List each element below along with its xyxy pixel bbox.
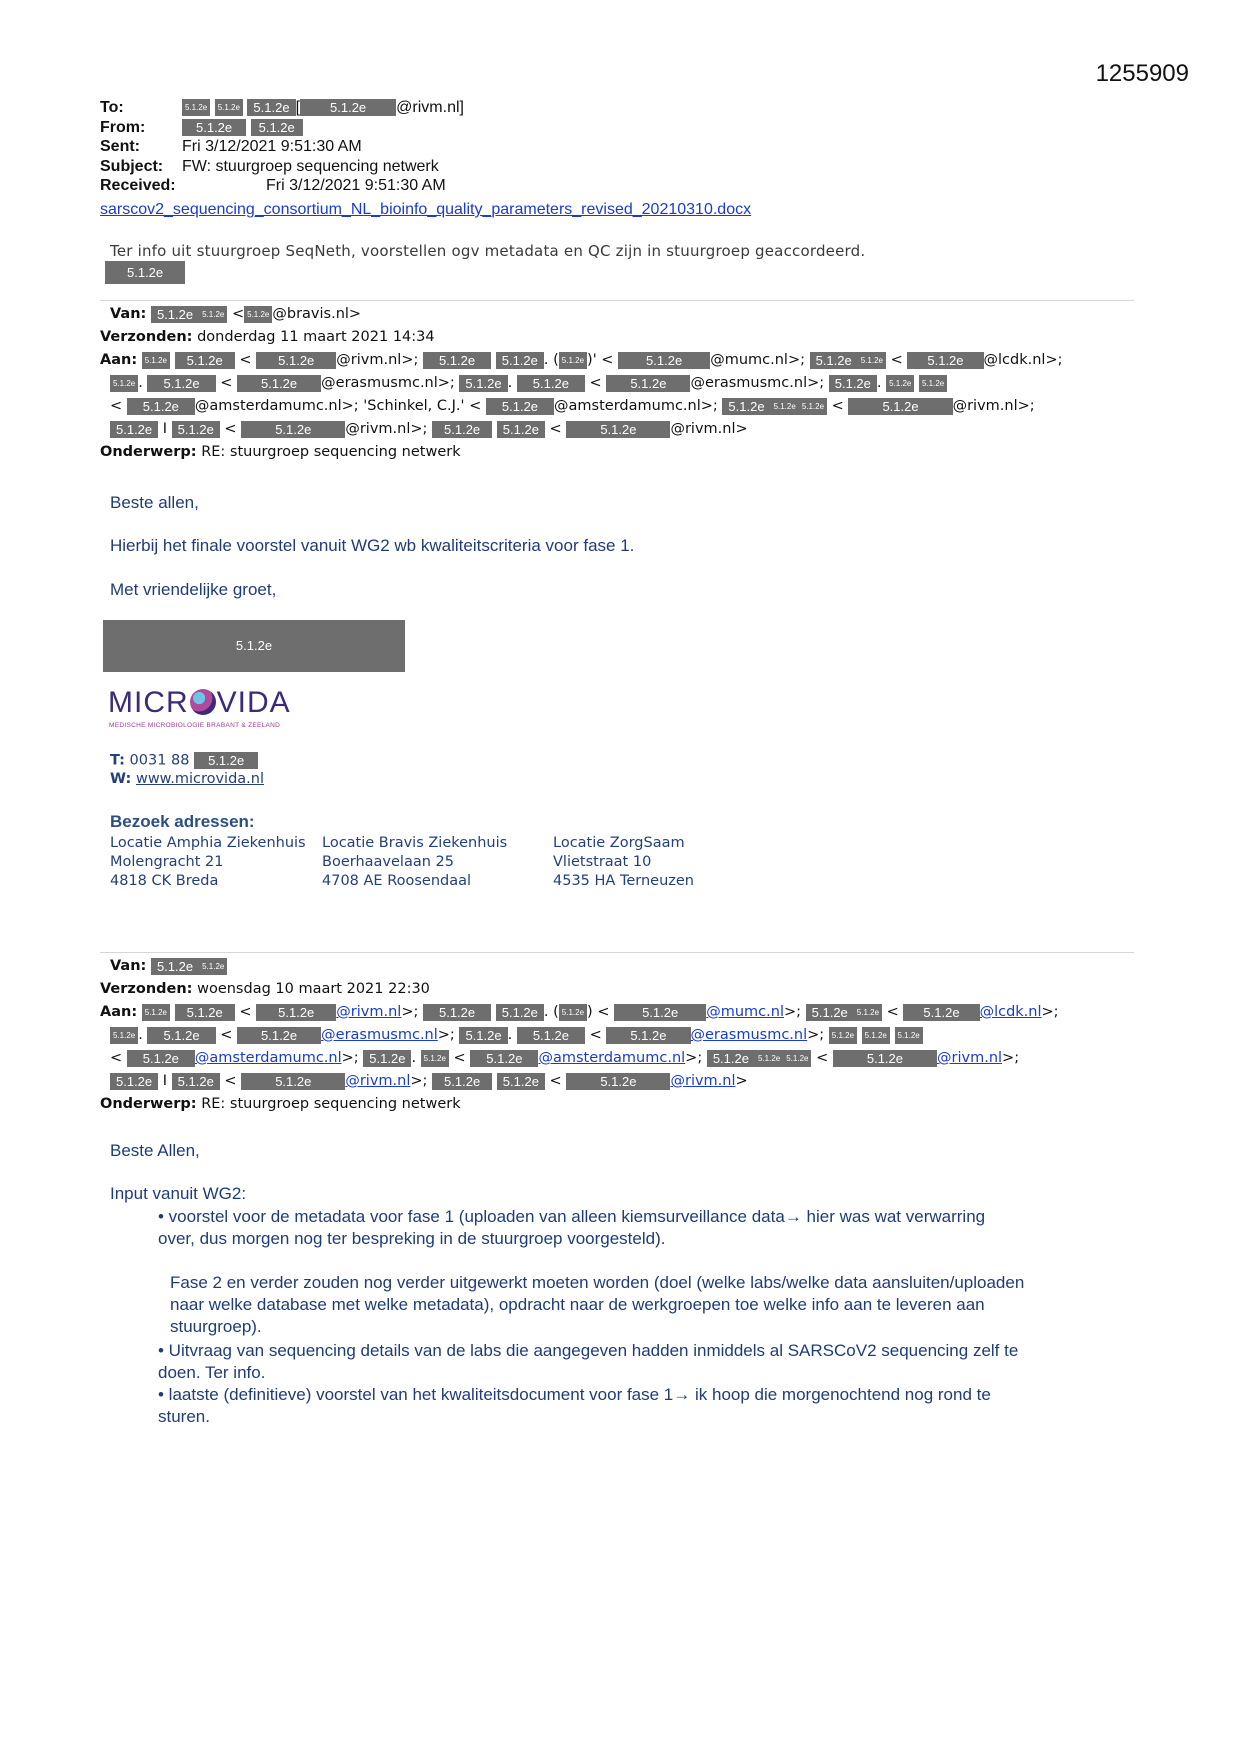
recipient-link[interactable]: @rivm.nl <box>937 1050 1003 1066</box>
redaction: 5.1.2e <box>256 352 336 369</box>
redaction: 5.1.2e <box>194 752 258 769</box>
redaction: 5.1.2e <box>103 620 405 672</box>
redaction: 5.1.2e <box>423 1004 491 1021</box>
van-label: Van: <box>110 958 147 974</box>
redaction: 5.1.2e <box>771 398 799 415</box>
redaction: 5.1.2e <box>300 99 396 116</box>
redaction: 5.1.2e <box>806 1004 854 1021</box>
redaction: 5.1.2e <box>237 375 321 392</box>
closing: Met vriendelijke groet, <box>110 580 277 599</box>
redaction: 5.1.2e <box>256 1004 336 1021</box>
redaction: 5.1.2e <box>175 352 235 369</box>
logo-dot-icon <box>190 689 216 715</box>
redaction: 5.1.2e <box>907 352 983 369</box>
recipient-domain: @rivm.nl>; <box>336 352 419 368</box>
redaction: 5.1.2e <box>722 398 770 415</box>
onderwerp-label: Onderwerp: <box>100 1096 197 1112</box>
recipient-link[interactable]: @mumc.nl <box>706 1004 784 1020</box>
redaction: 5.1.2e <box>421 1050 449 1067</box>
message2-header: Van: 5.1.2e 5.1.2e Verzonden: woensdag 10 maart 2021 22:30 Aan: 5.1.2e 5.1.2e < 5.1.2e @rivm.nl>; 5.1.2e 5.1.2e . ( 5.1.2e ) < 5.1.2e @mumc.nl>; 5.1.2e 5.1.2e < 5.1.2e @lcdk.nl>; 5.1.2e . 5.1.2e < 5.1.2e @erasmusmc.nl>; 5.1.2e . 5.1.2e < 5.1.2e @erasmusmc.nl>; 5.1.2e 5.1.2e 5.1.2e < 5.1.2e @amsterdamumc.nl>; 5.1.2e . 5.1.2e < 5.1.2e @amsterdamumc.nl>; 5.1.2e 5.1.2e 5.1.2e < 5.1.2e @rivm.nl>; 5.1.2e I 5.1.2e < 5.1.2e @rivm.nl>; 5.1.2e 5.1.2e < 5.1.2e @rivm.nl> Onderwerp: RE: stuurgroep sequencing netwerk <box>100 958 1059 1112</box>
redaction: 5.1.2e <box>829 1027 857 1044</box>
redaction: 5.1.2e <box>497 421 545 438</box>
verzonden-value: woensdag 10 maart 2021 22:30 <box>197 981 430 997</box>
redaction: 5.1.2e <box>237 1027 321 1044</box>
microvida-logo <box>108 686 291 720</box>
recipient-link[interactable]: @erasmusmc.nl <box>690 1027 808 1043</box>
verzonden-label: Verzonden: <box>100 981 193 997</box>
onderwerp-label: Onderwerp: <box>100 444 197 460</box>
recipient-domain: @rivm.nl>; <box>345 421 428 437</box>
to-label: To: <box>100 99 124 116</box>
received-label: Received: <box>100 177 176 194</box>
redaction: 5.1.2e <box>247 99 295 116</box>
recipient-domain: @amsterdamumc.nl>; <box>554 398 718 414</box>
redaction: 5.1.2e <box>175 1004 235 1021</box>
redaction: 5.1.2e <box>147 1027 215 1044</box>
redaction: 5.1.2e <box>172 421 220 438</box>
redaction: 5.1.2e <box>799 398 827 415</box>
redaction: 5.1.2e <box>199 306 227 323</box>
redaction: 5.1.2e <box>606 1027 690 1044</box>
redaction: 5.1.2e <box>241 421 345 438</box>
recipient-link[interactable]: @amsterdamumc.nl <box>538 1050 686 1066</box>
redaction: 5.1.2e <box>110 421 158 438</box>
recipient-domain: @rivm.nl> <box>670 421 748 437</box>
redaction: 5.1.2e <box>199 958 227 975</box>
recipient-link[interactable]: @rivm.nl <box>336 1004 402 1020</box>
recipient-domain: @rivm.nl>; <box>952 398 1035 414</box>
recipient-domain: @erasmusmc.nl>; <box>321 375 455 391</box>
redaction: 5.1.2e <box>172 1073 220 1090</box>
redaction: 5.1.2e <box>470 1050 538 1067</box>
redaction: 5.1.2e <box>110 1027 138 1044</box>
redaction: 5.1.2e <box>151 306 199 323</box>
redaction: 5.1.2e <box>147 375 215 392</box>
logo-text: VIDA <box>216 686 291 719</box>
location-zorgsaam: Locatie ZorgSaam Vlietstraat 10 4535 HA Terneuzen <box>553 835 694 889</box>
redaction: 5.1.2e <box>241 1073 345 1090</box>
recipient-domain: @amsterdamumc.nl>; <box>194 398 359 414</box>
redaction: 5.1.2e <box>903 1004 979 1021</box>
redaction: 5.1.2e <box>919 375 947 392</box>
aan-label: Aan: <box>100 1004 138 1020</box>
redaction: 5.1.2e <box>566 1073 670 1090</box>
paragraph-fase2: Fase 2 en verder zouden nog verder uitgewerkt moeten worden (doel (welke labs/welke data aansluiten/uploaden <box>170 1273 1025 1292</box>
redaction: 5.1.2e <box>182 119 246 136</box>
redaction: 5.1.2e <box>423 352 491 369</box>
greeting: Beste Allen, <box>110 1141 200 1160</box>
redaction: 5.1.2e <box>848 398 952 415</box>
web-line <box>110 771 264 787</box>
subject-label: Subject: <box>100 157 164 175</box>
input-line: Input vanuit WG2: <box>110 1184 247 1203</box>
redaction: 5.1.2e <box>459 1027 507 1044</box>
logo-tagline: MEDISCHE MICROBIOLOGIE BRABANT & ZEELAND <box>109 722 281 729</box>
message1-header: Van: 5.1.2e 5.1.2e < 5.1.2e @bravis.nl> Verzonden: donderdag 11 maart 2021 14:34 Aan: 5.1.2e 5.1.2e < 5.1.2e @rivm.nl>; 5.1.2e 5.1.2e . ( 5.1.2e )' < 5.1.2e @mumc.nl>; 5.1.2e 5.1.2e < 5.1.2e @lcdk.nl>; 5.1.2e . 5.1.2e < 5.1.2e @erasmusmc.nl>; 5.1.2e . 5.1.2e < 5.1.2e @erasmusmc.nl>; 5.1.2e . 5.1.2e 5.1.2e < 5.1.2e @amsterdamumc.nl>; 'Schinkel, C.J.' < 5.1.2e @amsterdamumc.nl>; 5.1.2e 5.1.2e 5.1.2e < 5.1.2e @rivm.nl>; 5.1.2e I 5.1.2e < 5.1.2e @rivm.nl>; 5.1.2e 5.1.2e < 5.1.2e @rivm.nl> Onderwerp: RE: stuurgroep sequencing netwerk <box>100 306 1063 460</box>
body-line: Hierbij het finale voorstel vanuit WG2 wb kwaliteitscriteria voor fase 1. <box>110 536 635 555</box>
redaction: 5.1.2e <box>833 1050 937 1067</box>
recipient-domain: @erasmusmc.nl>; <box>690 375 825 391</box>
redaction: 5.1.2e <box>854 1004 882 1021</box>
redaction: 5.1.2e <box>559 1004 587 1021</box>
redaction: 5.1.2e <box>618 352 710 369</box>
paragraph-fase2: naar welke database met welke metadata), opdracht naar de werkgroepen toe welke info aan te leveren aan <box>170 1295 985 1314</box>
redaction: 5.1.2e <box>182 99 210 116</box>
phone-number: 0031 88 <box>129 752 190 769</box>
redaction: 5.1.2e <box>783 1050 811 1067</box>
bullet-uitvraag: • Uitvraag van sequencing details van de labs die aangegeven hadden inmiddels al SARSCoV2 sequencing zelf te <box>158 1341 1019 1360</box>
redaction: 5.1.2e <box>810 352 858 369</box>
redaction: 5.1.2e <box>110 1073 158 1090</box>
sent-value: Fri 3/12/2021 9:51:30 AM <box>182 138 362 155</box>
redaction: 5.1.2e <box>517 1027 585 1044</box>
verzonden-label: Verzonden: <box>100 329 193 345</box>
divider <box>100 952 1134 953</box>
redaction: 5.1.2e <box>251 119 303 136</box>
from-label: From: <box>100 118 146 136</box>
location-amphia: Locatie Amphia Ziekenhuis Molengracht 21 4818 CK Breda <box>110 835 306 889</box>
redaction: 5.1.2e <box>127 398 195 415</box>
redaction: 5.1.2e <box>432 1073 492 1090</box>
van-domain: @bravis.nl> <box>272 306 362 322</box>
redaction: 5.1.2e <box>497 1073 545 1090</box>
website-link[interactable]: www.microvida.nl <box>135 771 264 787</box>
phone-line <box>110 752 258 769</box>
redaction: 5.1.2e <box>244 306 272 323</box>
redaction: 5.1.2e <box>363 1050 411 1067</box>
recipient-link[interactable]: @rivm.nl <box>345 1073 411 1089</box>
onderwerp-value: RE: stuurgroep sequencing netwerk <box>201 444 461 460</box>
recipient-domain: @mumc.nl>; <box>710 352 805 368</box>
bullet-kwaliteitsdocument: • laatste (definitieve) voorstel van het kwaliteitsdocument voor fase 1→ ik hoop die morgenochtend nog rond te <box>158 1385 991 1404</box>
redaction: 5.1.2e <box>432 421 492 438</box>
greeting: Beste allen, <box>110 493 199 512</box>
intro-text: Ter info uit stuurgroep SeqNeth, voorstellen ogv metadata en QC zijn in stuurgroep geaccordeerd. <box>110 242 866 260</box>
recipient-name: 'Schinkel, C.J.' <box>363 398 465 414</box>
redaction: 5.1.2e <box>858 352 886 369</box>
redaction: 5.1.2e <box>459 375 507 392</box>
redaction: 5.1.2e <box>862 1027 890 1044</box>
redaction: 5.1.2e <box>496 352 544 369</box>
bullet-continuation: doen. Ter info. <box>158 1363 266 1382</box>
logo-text: MICR <box>108 686 189 719</box>
redaction: 5.1.2e <box>707 1050 755 1067</box>
recipient-link[interactable]: @rivm.nl <box>670 1073 736 1089</box>
redaction: 5.1.2e <box>142 352 170 369</box>
phone-label: T: <box>110 752 125 769</box>
web-label: W: <box>110 771 132 787</box>
recipient-domain: @lcdk.nl>; <box>983 352 1063 368</box>
redaction: 5.1.2e <box>829 375 877 392</box>
received-value: Fri 3/12/2021 9:51:30 AM <box>266 177 446 194</box>
redaction: 5.1.2e <box>142 1004 170 1021</box>
redaction: 5.1.2e <box>110 375 138 392</box>
subject-value: FW: stuurgroep sequencing netwerk <box>182 157 439 175</box>
divider <box>100 300 1134 301</box>
recipient-link[interactable]: @erasmusmc.nl <box>321 1027 438 1043</box>
bullet-continuation: sturen. <box>158 1407 210 1426</box>
bullet-continuation: over, dus morgen nog ter bespreking in de stuurgroep voorgesteld). <box>158 1229 666 1248</box>
redaction: 5.1.2e <box>127 1050 195 1067</box>
verzonden-value: donderdag 11 maart 2021 14:34 <box>197 329 435 345</box>
location-bravis: Locatie Bravis Ziekenhuis Boerhaavelaan 25 4708 AE Roosendaal <box>322 835 508 889</box>
to-domain: @rivm.nl] <box>396 99 464 116</box>
recipient-link[interactable]: @amsterdamumc.nl <box>194 1050 342 1066</box>
aan-label: Aan: <box>100 352 138 368</box>
redaction: 5.1.2e <box>895 1027 923 1044</box>
redaction: 5.1.2e <box>566 421 670 438</box>
redaction: 5.1.2e <box>614 1004 706 1021</box>
van-label: Van: <box>110 306 147 322</box>
redaction: 5.1.2e <box>105 261 185 284</box>
redaction: 5.1.2e <box>517 375 585 392</box>
sent-label: Sent: <box>100 138 140 155</box>
redaction: 5.1.2e <box>486 398 554 415</box>
redaction: 5.1.2e <box>215 99 243 116</box>
visit-heading: Bezoek adressen: <box>110 812 255 831</box>
onderwerp-value: RE: stuurgroep sequencing netwerk <box>201 1096 461 1112</box>
attachment-link[interactable]: sarscov2_sequencing_consortium_NL_bioinfo_quality_parameters_revised_20210310.docx <box>100 201 752 218</box>
redaction: 5.1.2e <box>559 352 587 369</box>
redaction: 5.1.2e <box>755 1050 783 1067</box>
redaction: 5.1.2e <box>151 958 199 975</box>
paragraph-fase2: stuurgroep). <box>170 1317 262 1336</box>
bullet-metadata: • voorstel voor de metadata voor fase 1 (uploaden van alleen kiemsurveillance data→ hier was wat verwarring <box>158 1207 986 1226</box>
redaction: 5.1.2e <box>496 1004 544 1021</box>
document-id: 1255909 <box>1095 60 1189 87</box>
recipient-link[interactable]: @lcdk.nl <box>979 1004 1042 1020</box>
redaction: 5.1.2e <box>886 375 914 392</box>
redaction: 5.1.2e <box>606 375 690 392</box>
